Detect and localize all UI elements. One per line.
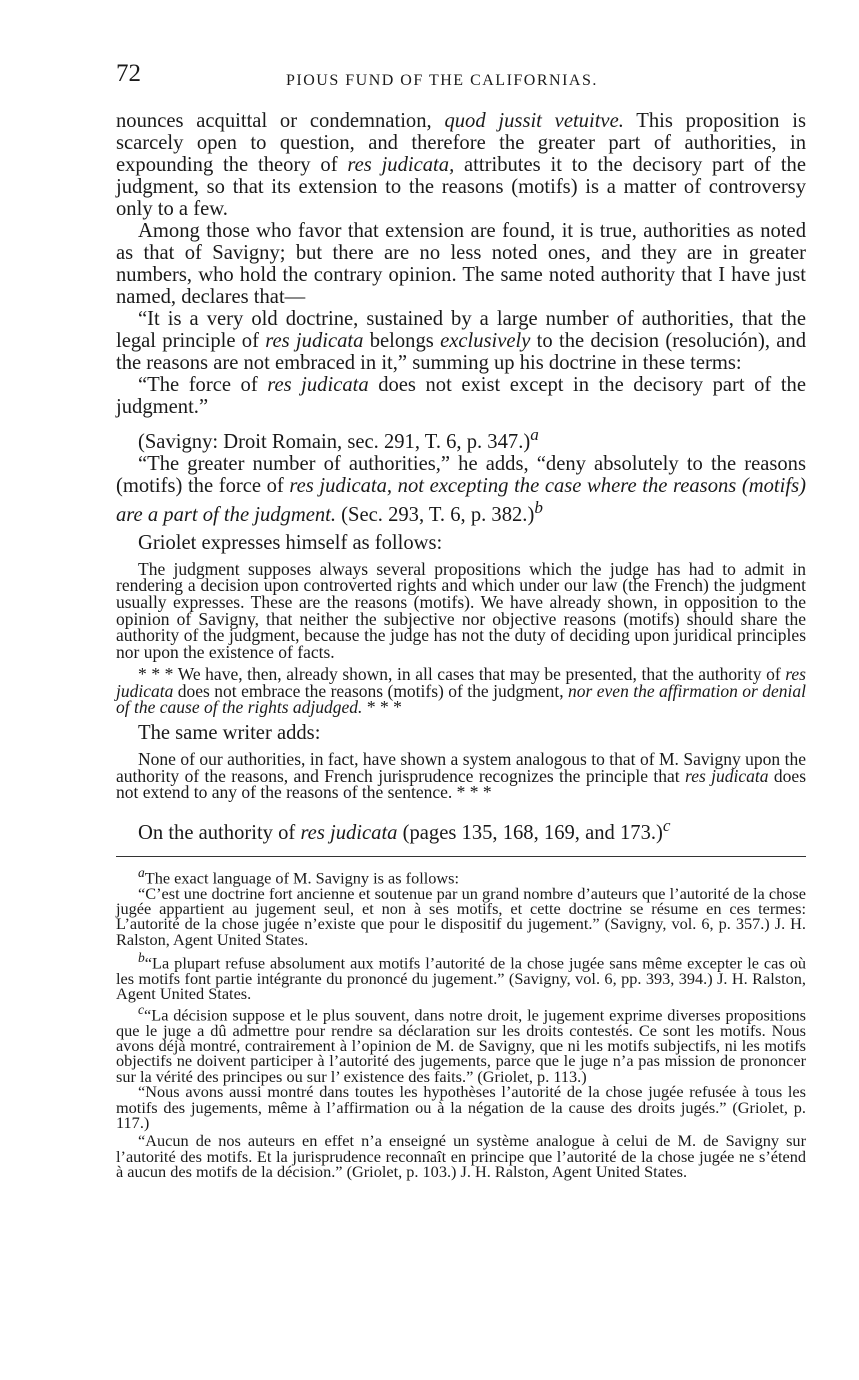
footnote-c-text: “Nous avons aussi montré dans toutes les hypothèses l’autorité de la chose jugée refusée à tous les motifs des jugements, même à l’affirmation ou à la négation de la cause des droits jugés.” (Griolet, p. 117.) (116, 1082, 806, 1133)
footnote-c: $^c$“La décision suppose et le plus souvent, dans notre droit, le jugement exprime diverses propositions que le juge a dû admettre pour rendre sa déclaration sur les droits contestés. Ce sont les motifs. Nous avons déjà montré, contrairement à l’opinion de M. de Savigny, que ni les motifs subjectifs, ni les motifs objectifs ne doivent participer à l’autorité des jugements, parce que le juge n’a pas mission de prononcer sur la vérité des principes ou sur l’ existence des faits.” (Griolet, p. 113.) (116, 1001, 806, 1086)
footnote-c-text: “Aucun de nos auteurs en effet n’a enseigné un système analogue à celui de M. de Savigny sur l’autorité des motifs. Et la jurisprudence reconnaît en principe que l’autorité de la chose jugée ne s’étend à aucun des motifs de la décision.” (Griolet, p. 103.) J. H. Ralston, Agent United States. (116, 1131, 806, 1182)
paragraph: Among those who favor that extension are found, it is true, authorities as noted as that of Savigny; but there are no less noted ones, and they are in greater numbers, who hold the contrary opinion. The same noted authority that I have just named, declares that— (116, 220, 806, 308)
paragraph: “The greater number of authorities,” he adds, “deny absolutely to the reasons (motifs) the force of res judicata, not excepting the case where the reasons (motifs) are a part of the judgment. (Sec. 293, T. 6, p. 382.)$^b$ (116, 452, 806, 526)
paragraph: nounces acquittal or condemnation, quod jussit vetuitve. This proposition is scarcely open to question, and therefore the greater part of authorities, in expounding the theory of res judicata, attributes it to the decisory part of the judgment, so that its extension to the reasons (motifs) is a matter of controversy only to a few. (116, 110, 806, 220)
citation: (Savigny: Droit Romain, sec. 291, T. 6, p. 347.)$^a$ (138, 425, 539, 453)
footnotes (116, 865, 806, 1180)
footnote-a: $^a$The exact language of M. Savigny is as follows: (138, 864, 460, 888)
footnote-rule (116, 856, 806, 857)
block-quote: * * * We have, then, already shown, in all cases that may be presented, that the authority of res judicata does not embrace the reasons (motifs) of the judgment, nor even the affirmation or denial of the cause of the rights adjudged. * * * (116, 664, 806, 718)
citation: On the authority of res judicata (pages 135, 168, 169, and 173.)$^c$ (138, 815, 671, 844)
page-body (116, 110, 806, 1180)
page-number: 72 (116, 60, 141, 87)
paragraph: “The force of res judicata does not exist except in the decisory part of the judgment.” (116, 374, 806, 418)
paragraph: “It is a very old doctrine, sustained by a large number of authorities, that the legal principle of res judicata belongs exclusively to the decision (resolución), and the reasons are not embraced in it,” summing up his doctrine in these terms: (116, 308, 806, 374)
running-title: PIOUS FUND OF THE CALIFORNIAS. (286, 72, 598, 89)
page-header (116, 58, 806, 98)
footnote-a-text: “C’est une doctrine fort ancienne et soutenue par un grand nombre d’auteurs que l’autorité de la chose jugée appartient au jugement seul, et non à ses motifs, et cette doctrine se résume en ces termes: L’autorité de la chose jugée n’existe que pour le dispositif du jugement.” (Savigny, vol. 6, p. 357.) J. H. Ralston, Agent United States. (116, 883, 806, 949)
block-quote: The judgment supposes always several propositions which the judge has had to admit in rendering a decision upon controverted rights and which under our law (the French) the judgment usually expresses. These are the reasons (motifs). We have already shown, in opposition to the opinion of Savigny, that neither the subjective nor objective reasons (motifs) should share the authority of the judgment, because the judge has not the duty of deciding upon juridical principles nor upon the existence of facts. (116, 558, 806, 662)
footnote-b: $^b$“La plupart refuse absolument aux motifs l’autorité de la chose jugée sans même excepter le cas où les motifs font partie intégrante du prononcé du jugement.” (Savigny, vol. 6, pp. 393, 394.) J. H. Ralston, Agent United States. (116, 950, 806, 1004)
paragraph: The same writer adds: (138, 722, 321, 745)
paragraph: Griolet expresses himself as follows: (138, 531, 443, 554)
block-quote: None of our authorities, in fact, have shown a system analogous to that of M. Savigny upon the authority of the reasons, and French jurisprudence recognizes the principle that res judicata does not extend to any of the reasons of the sentence. * * * (116, 749, 806, 803)
